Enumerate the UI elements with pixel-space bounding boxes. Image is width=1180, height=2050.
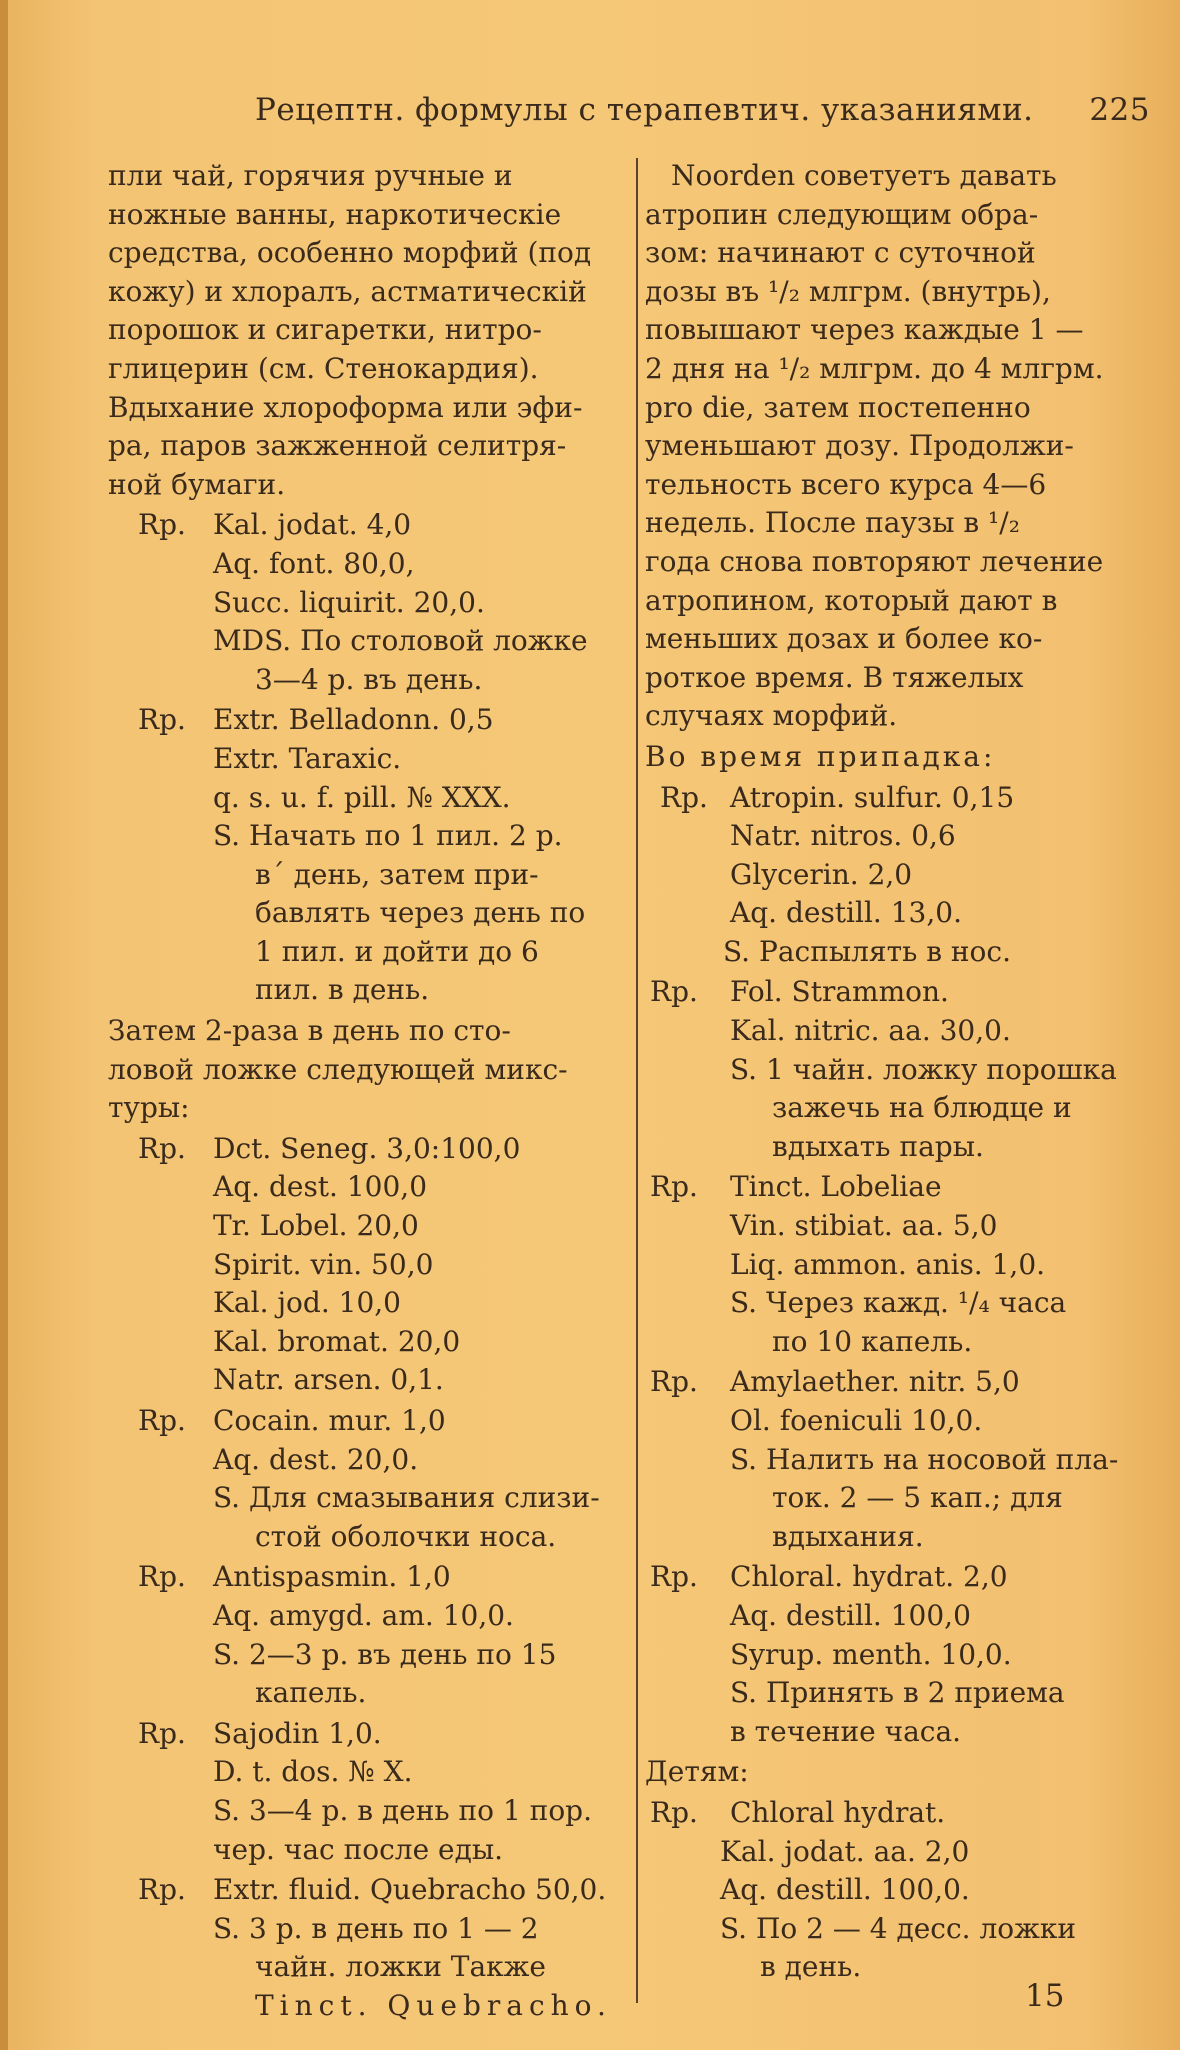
prescription — [108, 1558, 634, 1712]
rx-ingredient: Aq. destill. 100,0 — [730, 1598, 971, 1632]
rx-ingredient: Kal. nitric. aa. 30,0. — [730, 1014, 1011, 1048]
rx-signa — [645, 1284, 1150, 1361]
signa-line: в´ день, затем при- — [255, 857, 539, 891]
text-line: порошок и сигаретки, нитро- — [108, 313, 542, 347]
signa-line: стой оболочки носа. — [255, 1519, 557, 1553]
text-line: пли чай, горячия ручные и — [108, 159, 513, 192]
signa-line: S. 3 р. в день по 1 — 2 — [213, 1911, 539, 1945]
rx-signa — [645, 1674, 1150, 1751]
rx-ingredient: Natr. nitros. 0,6 — [730, 819, 956, 853]
rx-signa — [108, 1910, 634, 2026]
text-line: атропин следующим обра- — [645, 197, 1039, 231]
prescription — [645, 1168, 1150, 1361]
signature-number: 15 — [1025, 1978, 1065, 2014]
rp-label: Rp. — [138, 1131, 186, 1165]
rx-ingredient: Glycerin. 2,0 — [730, 857, 913, 891]
rp-label: Rp. — [138, 703, 186, 737]
prescription — [108, 701, 634, 1010]
signa-line: S. 1 чайн. ложку порошка — [730, 1052, 1117, 1086]
rx-ingredient: Sajodin 1,0. — [213, 1716, 382, 1750]
rx-ingredient: Kal. jod. 10,0 — [213, 1286, 401, 1320]
rp-label: Rp. — [138, 1560, 186, 1594]
signa-line: MDS. По столовой ложке — [213, 624, 588, 658]
signa-line: зажечь на блюдце и — [772, 1091, 1072, 1125]
text-line: атропином, который дают в — [645, 583, 1058, 617]
heading-attack: Во время припадка: — [645, 739, 996, 773]
signa-line: S. Налить на носовой пла- — [730, 1442, 1119, 1476]
text-line: тельность всего курса 4—6 — [645, 467, 1047, 501]
rx-ingredient: Extr. Taraxic. — [213, 741, 402, 775]
text-line: уменьшают дозу. Продолжи- — [645, 429, 1074, 463]
rx-signa — [645, 1441, 1150, 1557]
mixture-note — [108, 1012, 634, 1128]
rx-ingredient: Chloral hydrat. — [730, 1795, 946, 1829]
signa-line: в день. — [760, 1950, 862, 1984]
signa-line: S. Через кажд. ¹/₄ часа — [730, 1286, 1067, 1320]
left-column — [108, 157, 634, 2028]
prescription — [108, 1715, 634, 1869]
text-line: ра, паров зажженной селитря- — [108, 429, 567, 463]
rx-ingredient: Extr. fluid. Quebracho 50,0. — [213, 1873, 607, 1907]
rp-label: Rp. — [138, 1716, 186, 1750]
signa-line: в течение часа. — [730, 1714, 962, 1748]
prescription — [645, 779, 1150, 972]
text-line: кожу) и хлоралъ, астматическiй — [108, 274, 587, 308]
rx-ingredient: Spirit. vin. 50,0 — [213, 1247, 434, 1281]
rx-ingredient: Atropin. sulfur. 0,15 — [730, 780, 1015, 814]
signa-line: пил. в день. — [255, 973, 430, 1007]
rp-label: Rp. — [650, 1795, 698, 1829]
rx-ingredient: Ol. foeniculi 10,0. — [730, 1404, 983, 1437]
rx-ingredient: Tr. Lobel. 20,0 — [213, 1209, 419, 1243]
prescription — [645, 1558, 1150, 1751]
rx-ingredient: Aq. dest. 20,0. — [213, 1442, 419, 1476]
column-divider — [636, 158, 638, 2003]
prescription — [645, 1363, 1150, 1556]
prescription — [108, 506, 634, 699]
signa-line: Tinct. Quebracho. — [255, 1988, 612, 2022]
signa-line: чайн. ложки Также — [255, 1950, 546, 1984]
text-line: меньших дозах и более ко- — [645, 622, 1043, 656]
rx-ingredient: Syrup. menth. 10,0. — [730, 1637, 1012, 1671]
text-line: средства, особенно морфий (под — [108, 236, 592, 270]
text-line: ловой ложке следующей микс- — [108, 1052, 568, 1086]
text-line: Затем 2-раза в день по сто- — [108, 1014, 511, 1048]
rx-ingredient: Aq. font. 80,0, — [213, 546, 415, 580]
rx-ingredient: Chloral. hydrat. 2,0 — [730, 1560, 1008, 1594]
signa-line: чер. час после еды. — [213, 1832, 504, 1866]
text-line: 2 дня на ¹/₂ млгрм. до 4 млгрм. — [645, 351, 1104, 385]
signa-line: ток. 2 — 5 кап.; для — [772, 1481, 1063, 1515]
rp-label: Rp. — [660, 780, 708, 814]
rx-ingredient: Antispasmin. 1,0 — [213, 1560, 451, 1594]
text-line: дозы въ ¹/₂ млгрм. (внутрь), — [645, 274, 1051, 308]
text-line: недель. После паузы в ¹/₂ — [645, 506, 1020, 540]
rx-signa — [108, 1792, 634, 1869]
section-heading — [645, 1753, 1150, 1792]
rx-ingredient: Dct. Seneg. 3,0:100,0 — [213, 1131, 521, 1165]
signa-line: капель. — [255, 1676, 367, 1710]
signa-line: 3—4 р. въ день. — [255, 662, 483, 696]
right-column — [645, 157, 1150, 1989]
text-line: случаях морфий. — [645, 699, 898, 733]
rx-ingredient: Aq. destill. 100,0. — [720, 1873, 970, 1907]
rx-ingredient: Kal. jodat. 4,0 — [213, 508, 412, 542]
rx-ingredient: Natr. arsen. 0,1. — [213, 1363, 444, 1397]
signa-line: S. 2—3 р. въ день по 15 — [213, 1637, 557, 1671]
rx-ingredient: Succ. liquirit. 20,0. — [213, 585, 485, 619]
rx-ingredient: Kal. jodat. aa. 2,0 — [720, 1834, 970, 1868]
rp-label: Rp. — [650, 1365, 698, 1399]
text-line: ной бумаги. — [108, 467, 286, 501]
text-line: роткое время. В тяжелых — [645, 660, 1024, 694]
prescription — [108, 1402, 634, 1556]
rx-ingredient: Aq. destill. 13,0. — [730, 896, 962, 930]
signa-line: S. Начать по 1 пил. 2 р. — [213, 819, 563, 853]
rx-ingredient: Cocain. mur. 1,0 — [213, 1404, 446, 1437]
rx-signa — [108, 1636, 634, 1713]
text-line: туры: — [108, 1091, 190, 1125]
rx-ingredient: Aq. amygd. am. 10,0. — [213, 1598, 514, 1632]
page-number: 225 — [1089, 92, 1150, 128]
signa-line: бавлять через день по — [255, 896, 586, 930]
rx-ingredient: Vin. stibiat. aa. 5,0 — [730, 1209, 998, 1243]
text-line: года снова повторяют лечение — [645, 544, 1104, 578]
signa-line: 1 пил. и дойти до 6 — [255, 934, 539, 968]
rx-signa — [108, 1479, 634, 1556]
rp-label: Rp. — [650, 1560, 698, 1594]
rx-ingredient: q. s. u. f. pill. № XXX. — [213, 780, 511, 814]
rp-label: Rp. — [650, 1170, 698, 1204]
running-header — [255, 92, 1150, 132]
signa-line: S. По 2 — 4 десс. ложки — [720, 1911, 1077, 1945]
rx-ingredient: Extr. Belladonn. 0,5 — [213, 703, 494, 737]
rp-label: Rp. — [650, 975, 698, 1009]
rx-ingredient: Aq. dest. 100,0 — [213, 1170, 428, 1204]
signa-line: S. Распылять в нос. — [723, 934, 1011, 968]
text-line: Вдыхание хлороформа или эфи- — [108, 390, 583, 424]
rx-signa — [108, 817, 634, 1010]
intro-paragraph — [108, 157, 634, 504]
noorden-paragraph — [645, 157, 1150, 736]
prescription — [645, 1794, 1150, 1987]
text-line: глицерин (см. Стенокардия). — [108, 351, 539, 385]
signa-line: S. 3—4 р. в день по 1 пор. — [213, 1793, 592, 1827]
section-heading — [645, 738, 1150, 777]
signa-line: по 10 капель. — [772, 1324, 973, 1358]
rp-label: Rp. — [138, 1404, 186, 1437]
rx-ingredient: Fol. Strammon. — [730, 975, 949, 1009]
rx-ingredient: Amylaether. nitr. 5,0 — [730, 1365, 1020, 1399]
rx-ingredient: Kal. bromat. 20,0 — [213, 1324, 461, 1358]
header-title: Рецептн. формулы с терапевтич. указаниями. — [255, 92, 1034, 128]
prescription — [645, 973, 1150, 1166]
prescription — [108, 1130, 634, 1400]
rx-ingredient: Tinct. Lobeliae — [730, 1170, 942, 1204]
rx-ingredient: Liq. ammon. anis. 1,0. — [730, 1247, 1046, 1281]
signa-line: вдыхать пары. — [772, 1129, 984, 1163]
page-edge — [0, 0, 8, 2050]
prescription — [108, 1871, 634, 2025]
rx-signa — [645, 1910, 1150, 1987]
rx-signa — [645, 933, 1150, 972]
text-line: повышают через каждые 1 — — [645, 313, 1084, 347]
text-line: pro die, затем постепенно — [645, 390, 1031, 424]
signa-line: S. Для смазывания слизи- — [213, 1481, 600, 1515]
text-line: Noorden советуетъ давать — [671, 159, 1057, 192]
text-line: ножные ванны, наркотическiе — [108, 197, 562, 231]
signa-line: вдыхания. — [772, 1519, 924, 1553]
rx-signa — [645, 1051, 1150, 1167]
signa-line: S. Принять в 2 приема — [730, 1676, 1065, 1710]
rp-label: Rp. — [138, 1873, 186, 1907]
rx-ingredient: D. t. dos. № X. — [213, 1755, 413, 1789]
text-line: зом: начинают с суточной — [645, 236, 1036, 270]
rp-label: Rp. — [138, 508, 186, 542]
rx-signa — [108, 622, 634, 699]
heading-children: Детям: — [645, 1755, 749, 1789]
